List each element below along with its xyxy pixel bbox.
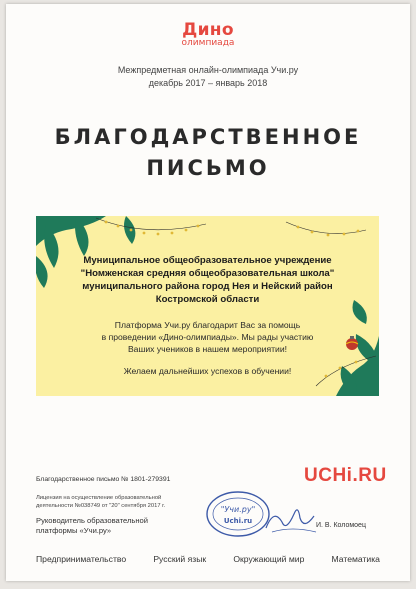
page-title (6, 122, 410, 184)
license-info (36, 494, 165, 510)
recipient-name (60, 254, 355, 306)
message-line-3: Ваших учеников в нашем мероприятии! (127, 344, 288, 354)
license-line-1: Лицензия на осуществление образовательной (36, 495, 162, 501)
olympiad-name: Межпредметная онлайн-олимпиада Учи.ру (117, 65, 299, 75)
leader-line-1: Руководитель образовательной (36, 516, 148, 525)
logo-word: Дино (182, 20, 234, 40)
message-line-2: в проведении «Дино-олимпиады». Мы рады участию (101, 332, 314, 342)
recipient-line-2: "Номженская средняя общеобразовательная школа" (80, 268, 335, 279)
recipient-line-4: Костромской области (155, 294, 260, 305)
leader-line-2: платформы «Учи.ру» (36, 526, 112, 535)
subject-item: Окружающий мир (233, 554, 305, 564)
uchi-logo: UCHi.RU (304, 465, 387, 486)
subject-item: Предпринимательство (36, 554, 127, 564)
logo-subtitle: олимпиада (181, 38, 235, 48)
olympiad-dates: декабрь 2017 – январь 2018 (148, 78, 268, 88)
certificate-number: Благодарственное письмо № 1801-279391 (36, 476, 171, 483)
thanks-message (66, 319, 349, 355)
recipient-line-3: муниципального района город Нея и Нейский район (82, 281, 333, 292)
stamp-bottom-text: Uchi.ru (223, 517, 253, 525)
message-card (36, 216, 379, 396)
title-line-2: ПИСЬМО (146, 156, 270, 180)
signer-name: И. В. Коломоец (316, 522, 366, 529)
stamp-signature-icon (204, 488, 322, 546)
subject-item: Русский язык (153, 554, 207, 564)
message-line-1: Платформа Учи.ру благодарит Вас за помощь (114, 320, 301, 330)
stamp-top-text: "Учи.ру" (220, 505, 256, 514)
olympiad-info (6, 64, 410, 90)
subjects-row (36, 554, 380, 564)
license-line-2: деятельности №038749 от "20" сентября 2017 г. (36, 503, 166, 509)
letter-page (6, 4, 410, 581)
recipient-line-1: Муниципальное общеобразовательное учреждение (83, 255, 332, 266)
subject-item: Математика (331, 554, 380, 564)
title-line-1: БЛАГОДАРСТВЕННОЕ (54, 125, 362, 149)
dino-logo (6, 20, 410, 48)
leader-title (36, 516, 148, 536)
wish-text: Желаем дальнейших успехов в обучении! (123, 366, 292, 376)
